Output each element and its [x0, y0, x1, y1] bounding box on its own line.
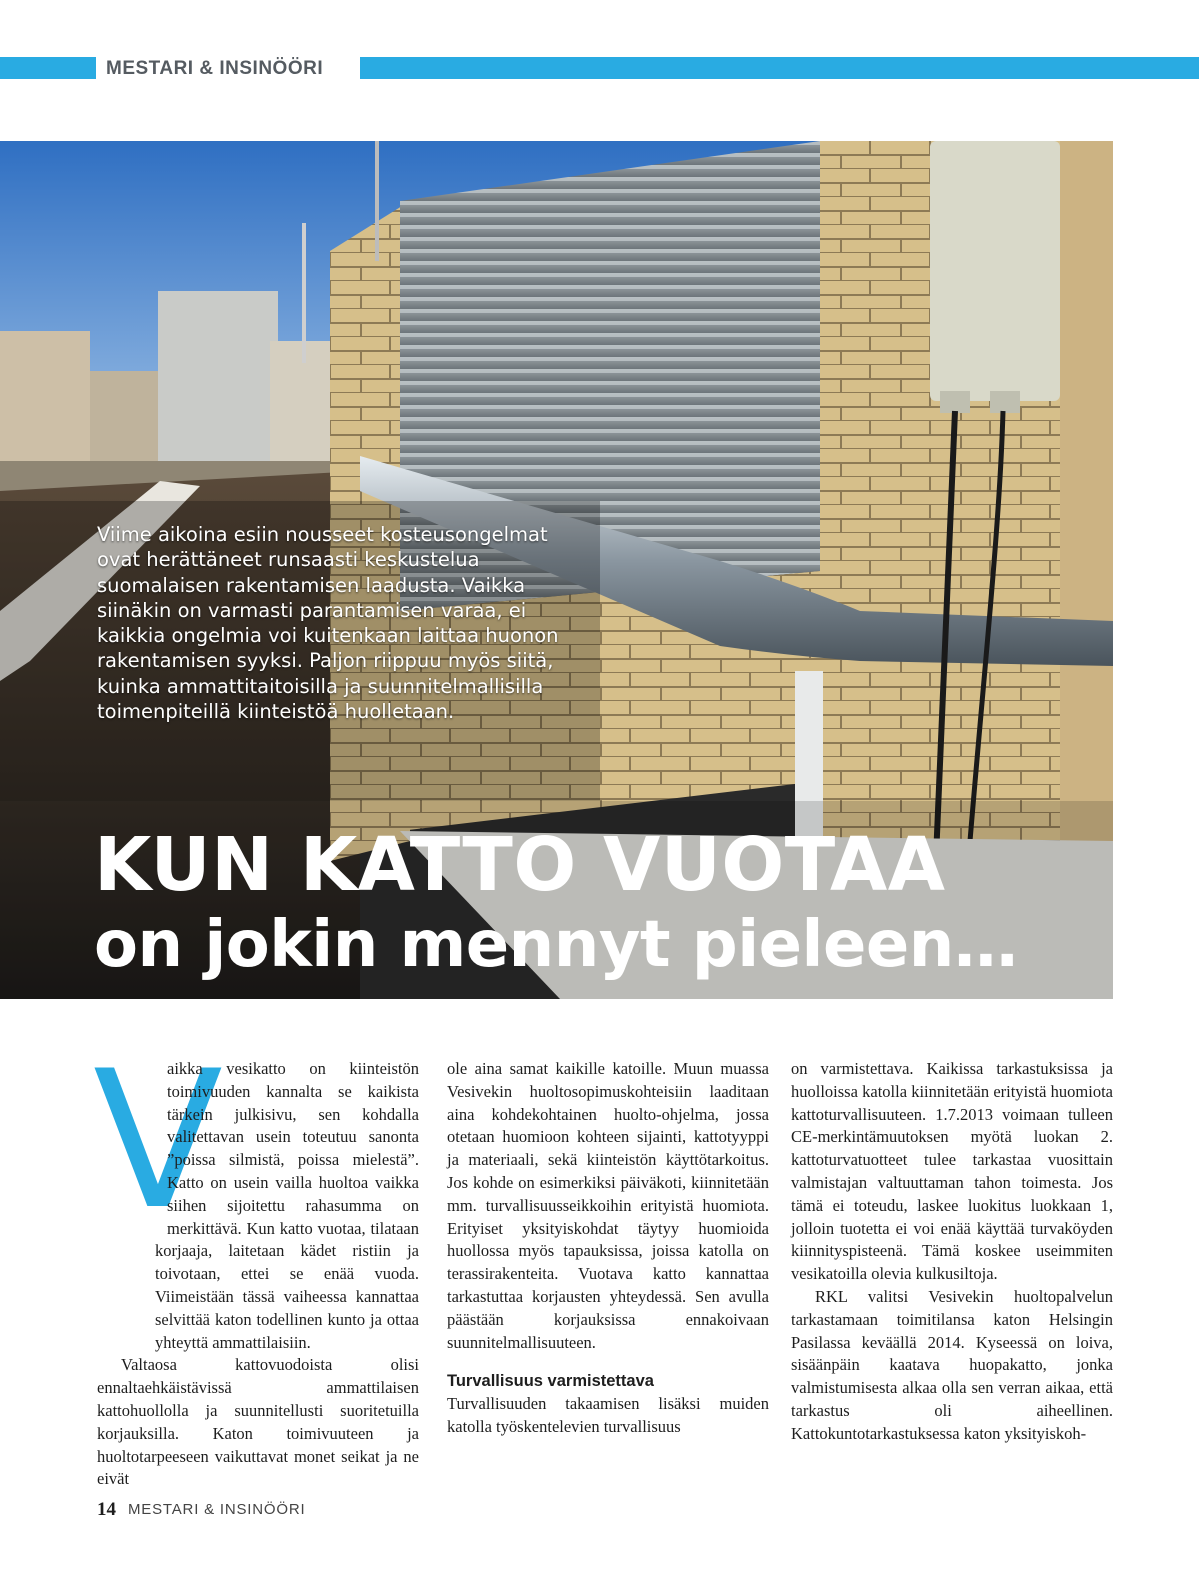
section-subheading: Turvallisuus varmistettava	[447, 1372, 654, 1391]
drop-cap: V	[93, 1030, 223, 1251]
hero-photo	[0, 141, 1113, 999]
article-paragraph: on varmistettava. Kaikissa tarkastuksissa ja huolloissa katolla kiinnitetään erityistä huomiota kattoturvallisuuteen. 1.7.2013 voimaan tulleen CE-merkintämuutoksen myötä luokan 2. kattoturvatuotteet tulee tarkastaa vuosittain valmistajan valtuuttaman tahon toimesta. Jos tämä ei toteudu, laskee luokitus luokkaan 1, jolloin tuotetta ei voi enää käyttää turvaköyden kiinnityspisteenä. Tämä koskee useimmiten vesikatoilla olevia kulkusiltoja.	[791, 1059, 1113, 1284]
section-label: MESTARI & INSINÖÖRI	[106, 58, 324, 79]
article-column-1	[93, 1030, 419, 1491]
header-band-left	[0, 57, 96, 79]
article-paragraph: RKL valitsi Vesivekin huoltopalvelun tarkastamaan toimitilansa katon Helsingin Pasilassa keväällä 2014. Kyseessä on loiva, sisäänpäin kaatava huopakatto, jonka valmistumisesta alkaa olla sen verran aikaa, että tarkastus oli aiheellinen. Kattokuntotarkastuksessa katon yksityiskoh-	[791, 1286, 1113, 1443]
article-paragraph: Valtaosa kattovuodoista olisi ennaltaehkäistävissä ammattilaisen kattohuollolla ja suunnitellusti suoritetuilla korjauksilla. Katon toimivuuteen ja huoltotarpeeseen vaikuttavat monet seikat ja ne eivät	[97, 1355, 419, 1489]
paragraph-text: aikka vesikatto on kiinteistön toimivuuden kannalta se kaikista tärkein julkisivu, sen kohdalla valitettavan usein toteutuu sanonta ”poissa silmistä, poissa mielestä”. Katto on usein vailla huoltoa vaikka siihen sijoitettu rahasumma on merkittävä. Kun katto vuotaa, tilataan korjaaja, laitetaan kädet ristiin ja toivotaan, ettei se enää vuoda. Viimeistään tässä vaiheessa kannattaa selvittää katon todellinen kunto ja ottaa yhteyttä ammattilaisiin.	[155, 1059, 419, 1352]
page-number: 14	[97, 1499, 116, 1520]
hero-lede: Viime aikoina esiin nousseet kosteusongelmat ovat herättäneet runsaasti keskustelua suomalaisen rakentamisen laadusta. Vaikka siinäkin on varmasti parantamisen varaa, ei kaikkia ongelmia voi kuitenkaan laittaa huonon rakentamisen syyksi. Paljon riippuu myös siitä, kuinka ammattitaitoisilla ja suunnitelmallisilla toimenpiteillä kiinteistöä huolletaan.	[97, 523, 559, 724]
article-paragraph	[93, 1030, 419, 1354]
headline-sub: on jokin mennyt pieleen…	[94, 908, 1018, 982]
article-paragraph: ole aina samat kaikille katoille. Muun muassa Vesivekin huoltosopimuskohteisiin laaditaan aina kohdekohtainen huolto-ohjelma, jossa otetaan huomioon kohteen sijainti, kattotyyppi ja materiaali, sekä kiinteistön käyttötarkoitus. Jos kohde on esimerkiksi päiväkoti, kiinnitetään mm. turvallisuusseikkoihin erityistä huomiota. Erityiset yksityiskohdat täytyy huomioida huollossa myös tapauksissa, joissa katolla on terassirakenteita. Vuotava katto kannattaa tarkastuttaa korjausten yhteydessä. Sen avulla päästään korjauksissa ennakoivaan suunnitelmallisuuteen.	[447, 1059, 769, 1352]
article-column-3	[791, 1058, 1113, 1446]
header-band-right	[360, 57, 1199, 79]
headline-main: KUN KATTO VUOTAA	[94, 822, 946, 908]
article-column-2	[447, 1058, 769, 1439]
footer-publication: MESTARI & INSINÖÖRI	[128, 1501, 306, 1518]
article-paragraph: Turvallisuuden takaamisen lisäksi muiden katolla työskentelevien turvallisuus	[447, 1394, 769, 1436]
